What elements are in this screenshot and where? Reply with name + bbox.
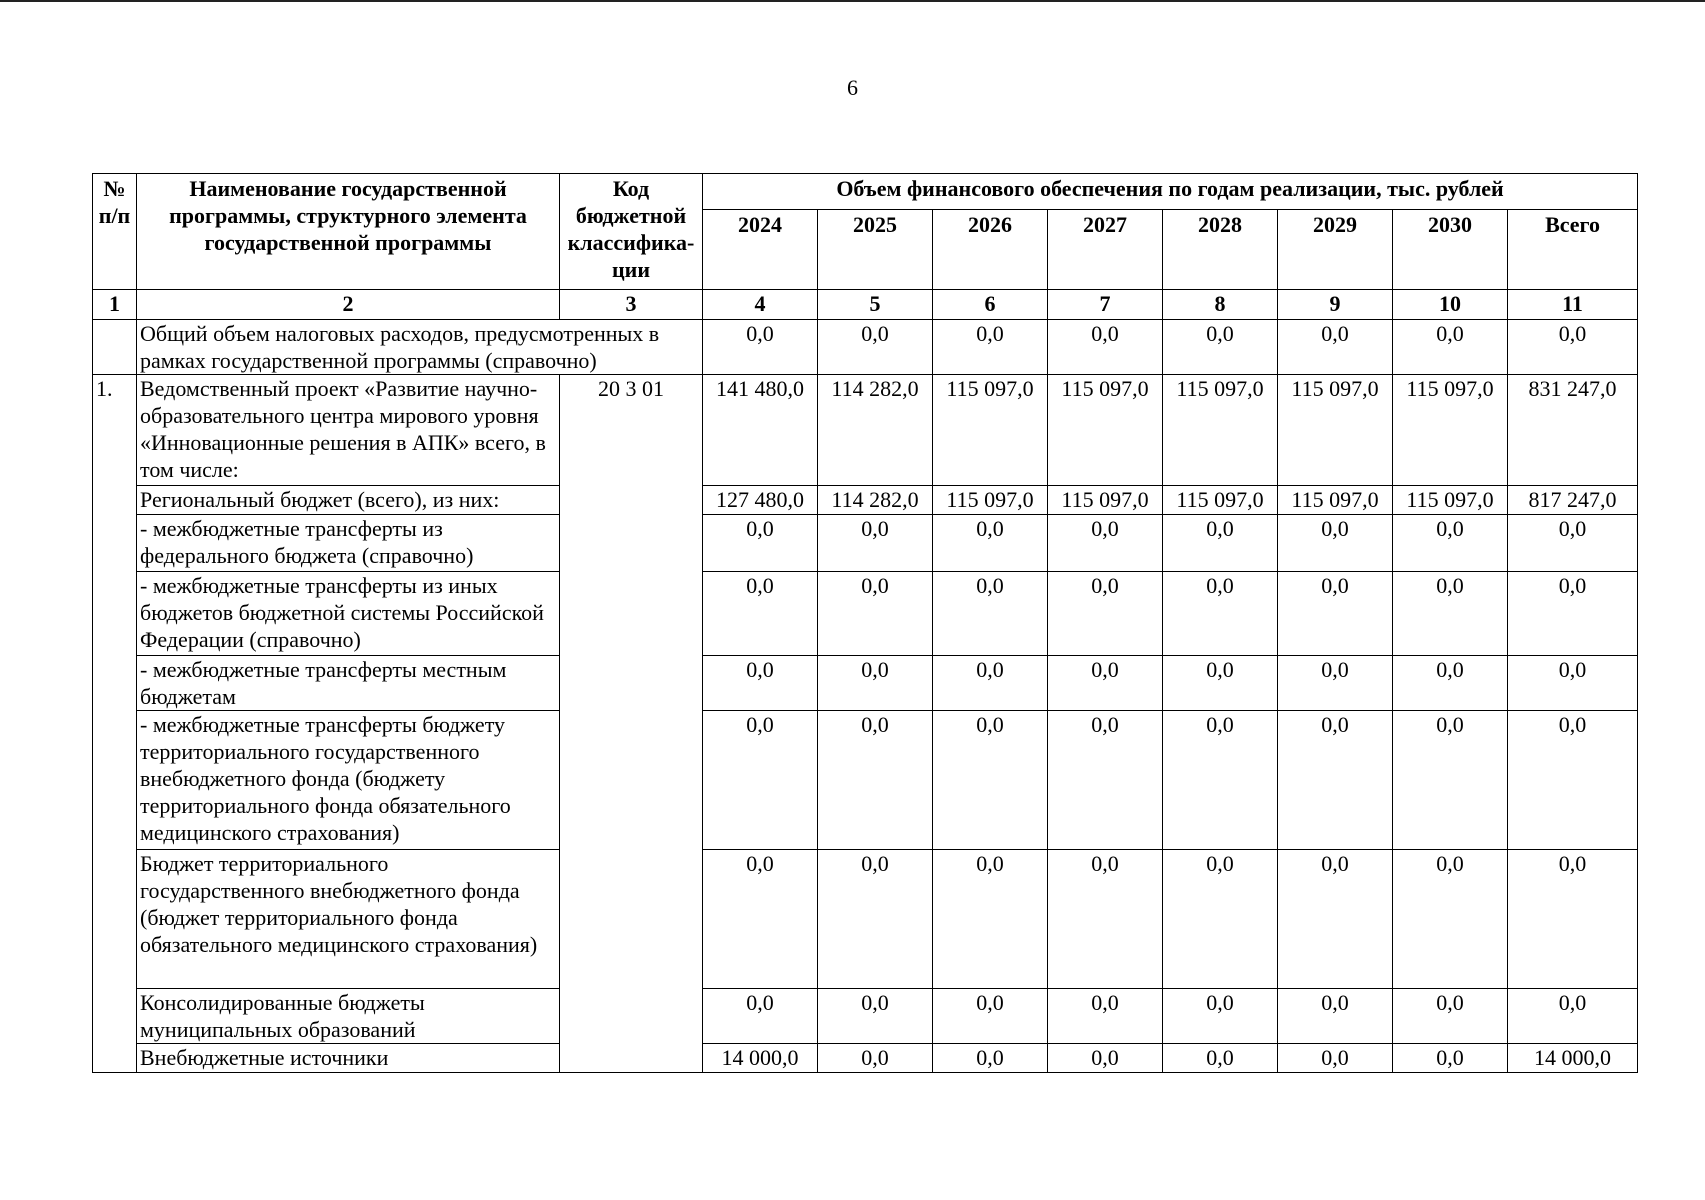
budget-code: 20 3 01 [560,375,703,1073]
value-cell: 115 097,0 [1048,486,1163,515]
header-year: 2024 [703,210,818,290]
value-cell: 0,0 [1278,989,1393,1044]
value-cell: 0,0 [1508,572,1638,656]
value-cell: 0,0 [1048,989,1163,1044]
table-row [93,572,1638,656]
value-cell: 0,0 [1163,656,1278,711]
row-name: Внебюджетные источники [137,1044,560,1073]
column-number: 11 [1508,290,1638,320]
header-volume: Объем финансового обеспечения по годам реализации, тыс. рублей [703,174,1638,210]
value-cell: 115 097,0 [1278,486,1393,515]
value-cell: 0,0 [703,572,818,656]
value-cell: 0,0 [1048,320,1163,375]
row-name: - межбюджетные трансферты местным бюджетам [137,656,560,711]
column-number: 10 [1393,290,1508,320]
value-cell: 115 097,0 [933,486,1048,515]
row-name: - межбюджетные трансферты из иных бюджетов бюджетной системы Российской Федерации (справочно) [137,572,560,656]
value-cell: 0,0 [933,320,1048,375]
header-code: Код бюджетной классифика-ции [560,174,703,290]
header-num: № п/п [93,174,137,290]
column-number: 9 [1278,290,1393,320]
value-cell: 0,0 [1163,572,1278,656]
value-cell: 0,0 [933,656,1048,711]
value-cell: 0,0 [1508,320,1638,375]
header-year: 2025 [818,210,933,290]
value-cell: 0,0 [1278,572,1393,656]
header-year: 2030 [1393,210,1508,290]
value-cell: 0,0 [818,989,933,1044]
value-cell: 0,0 [1278,1044,1393,1073]
value-cell: 115 097,0 [1163,486,1278,515]
value-cell: 0,0 [703,515,818,572]
value-cell: 0,0 [818,320,933,375]
value-cell: 831 247,0 [1508,375,1638,486]
header-year: 2026 [933,210,1048,290]
table-row [93,1044,1638,1073]
value-cell: 0,0 [933,989,1048,1044]
value-cell: 115 097,0 [1393,486,1508,515]
value-cell: 0,0 [1278,711,1393,850]
column-number: 1 [93,290,137,320]
value-cell: 0,0 [1048,850,1163,989]
table-row [93,989,1638,1044]
header-year: 2029 [1278,210,1393,290]
value-cell: 0,0 [703,320,818,375]
value-cell: 115 097,0 [1278,375,1393,486]
value-cell: 0,0 [1508,711,1638,850]
header-year: 2027 [1048,210,1163,290]
value-cell: 0,0 [1393,850,1508,989]
value-cell: 0,0 [818,850,933,989]
value-cell: 0,0 [1048,1044,1163,1073]
column-number-row [93,290,1638,320]
value-cell: 115 097,0 [933,375,1048,486]
row-num: 1. [93,375,137,1073]
row-name: Бюджет территориального государственного внебюджетного фонда (бюджет территориального фонда обязательного медицинского страхования) [137,850,560,989]
header-year: 2028 [1163,210,1278,290]
value-cell: 0,0 [933,850,1048,989]
value-cell: 0,0 [1393,572,1508,656]
column-number: 4 [703,290,818,320]
value-cell: 0,0 [1278,850,1393,989]
row-name: Общий объем налоговых расходов, предусмотренных в рамках государственной программы (справочно) [137,320,703,375]
value-cell: 114 282,0 [818,486,933,515]
row-name: - межбюджетные трансферты бюджету территориального государственного внебюджетного фонда (бюджету территориального фонда обязательного медицинского страхования) [137,711,560,850]
value-cell: 0,0 [1393,1044,1508,1073]
value-cell: 115 097,0 [1163,375,1278,486]
column-number: 2 [137,290,560,320]
row-name: Региональный бюджет (всего), из них: [137,486,560,515]
value-cell: 0,0 [1393,989,1508,1044]
value-cell: 0,0 [1393,656,1508,711]
table-row [93,711,1638,850]
value-cell: 0,0 [1163,711,1278,850]
value-cell: 0,0 [933,1044,1048,1073]
value-cell: 0,0 [1508,989,1638,1044]
value-cell: 115 097,0 [1393,375,1508,486]
value-cell: 0,0 [818,711,933,850]
table-row [93,486,1638,515]
value-cell: 0,0 [703,656,818,711]
header-total: Всего [1508,210,1638,290]
header-name: Наименование государственной программы, структурного элемента государственной программы [137,174,560,290]
row-name: - межбюджетные трансферты из федерального бюджета (справочно) [137,515,560,572]
value-cell: 0,0 [1393,711,1508,850]
value-cell: 817 247,0 [1508,486,1638,515]
value-cell: 0,0 [1278,320,1393,375]
value-cell: 0,0 [1048,656,1163,711]
value-cell: 0,0 [1163,850,1278,989]
table-row [93,515,1638,572]
value-cell: 0,0 [1393,515,1508,572]
top-rule [0,0,1705,2]
value-cell: 127 480,0 [703,486,818,515]
value-cell: 0,0 [818,515,933,572]
value-cell: 0,0 [1163,515,1278,572]
value-cell: 0,0 [1048,572,1163,656]
page-number: 6 [847,75,858,100]
financing-table [92,173,1638,1073]
table-row [93,656,1638,711]
row-name: Консолидированные бюджеты муниципальных образований [137,989,560,1044]
value-cell: 0,0 [933,515,1048,572]
value-cell: 0,0 [703,711,818,850]
table-row [93,375,1638,486]
value-cell: 0,0 [1508,515,1638,572]
value-cell: 0,0 [1163,1044,1278,1073]
column-number: 8 [1163,290,1278,320]
value-cell: 0,0 [818,1044,933,1073]
column-number: 6 [933,290,1048,320]
value-cell: 0,0 [818,572,933,656]
table-row [93,850,1638,989]
column-number: 5 [818,290,933,320]
value-cell: 0,0 [1048,711,1163,850]
value-cell: 0,0 [1163,989,1278,1044]
value-cell: 0,0 [1508,656,1638,711]
value-cell: 0,0 [703,850,818,989]
value-cell: 0,0 [933,572,1048,656]
value-cell: 141 480,0 [703,375,818,486]
value-cell: 14 000,0 [1508,1044,1638,1073]
table-row [93,320,1638,375]
column-number: 3 [560,290,703,320]
value-cell: 0,0 [933,711,1048,850]
value-cell: 14 000,0 [703,1044,818,1073]
value-cell: 0,0 [818,656,933,711]
value-cell: 0,0 [1278,515,1393,572]
value-cell: 0,0 [1278,656,1393,711]
value-cell: 0,0 [1048,515,1163,572]
value-cell: 0,0 [1393,320,1508,375]
value-cell: 0,0 [703,989,818,1044]
value-cell: 115 097,0 [1048,375,1163,486]
value-cell: 0,0 [1163,320,1278,375]
row-name: Ведомственный проект «Развитие научно-образовательного центра мирового уровня «Инновационные решения в АПК» всего, в том числе: [137,375,560,486]
value-cell: 0,0 [1508,850,1638,989]
value-cell: 114 282,0 [818,375,933,486]
row-num [93,320,137,375]
column-number: 7 [1048,290,1163,320]
